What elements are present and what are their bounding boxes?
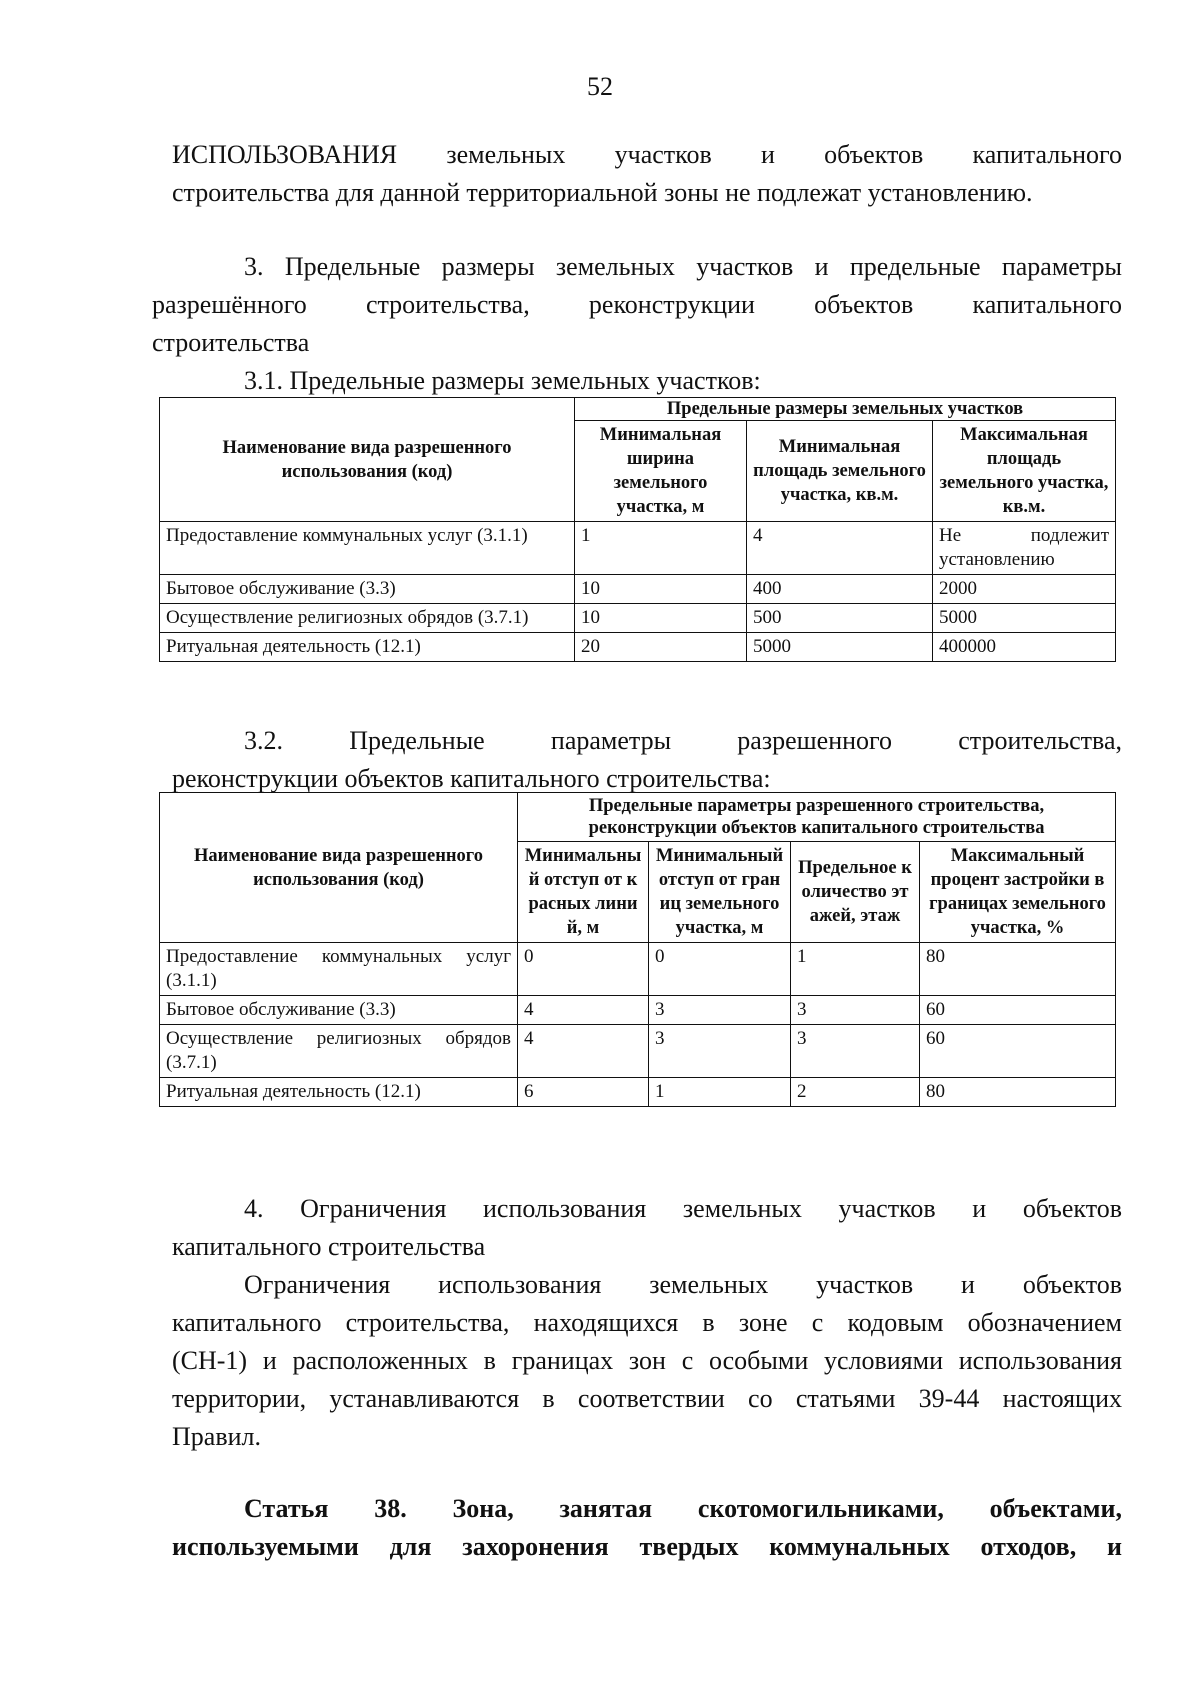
column-header: Минимальный отступ от границ земельного участка, м — [649, 842, 791, 943]
table-cell: 5000 — [747, 633, 933, 662]
table-cell: 400000 — [933, 633, 1116, 662]
table-cell: 10 — [575, 575, 747, 604]
table-row — [160, 996, 1116, 1025]
intro-paragraph — [172, 136, 1122, 212]
subsection-3-1-label: 3.1. Предельные размеры земельных участков: — [244, 366, 761, 395]
column-header: Минимальная площадь земельного участка, кв.м. — [747, 421, 933, 522]
subsection-3-2-line: 3.2. Предельные параметры разрешенного строительства, — [244, 726, 1122, 755]
table-cell: 3 — [649, 996, 791, 1025]
table-cell: Не подлежит установлению — [933, 522, 1116, 575]
section-3-heading-line: разрешённого строительства, реконструкции объектов капитального — [152, 290, 1122, 319]
use-type-name: Бытовое обслуживание (3.3) — [160, 996, 518, 1025]
column-header-name: Наименование вида разрешенного использования (код) — [160, 398, 575, 522]
table-cell: 10 — [575, 604, 747, 633]
column-header: Предельное количество этажей, этаж — [791, 842, 920, 943]
column-header: Минимальная ширина земельного участка, м — [575, 421, 747, 522]
table-cell: 20 — [575, 633, 747, 662]
section-4 — [172, 1190, 1122, 1456]
subsection-3-2-title — [172, 722, 1122, 798]
table-cell: 0 — [649, 943, 791, 996]
table-row — [160, 522, 1116, 575]
table-cell: 1 — [791, 943, 920, 996]
section-3-heading — [152, 248, 1122, 362]
intro-line: строительства для данной территориальной зоны не подлежат установлению. — [172, 178, 1033, 207]
table-cell: 1 — [649, 1078, 791, 1107]
table-cell: 3 — [791, 1025, 920, 1078]
table-cell: 80 — [920, 1078, 1116, 1107]
table-cell: 4 — [747, 522, 933, 575]
article-38-heading-line: Статья 38. Зона, занятая скотомогильниками, объектами, — [244, 1494, 1122, 1523]
section-4-paragraph-line: Правил. — [172, 1422, 261, 1451]
use-type-name: Ритуальная деятельность (12.1) — [160, 633, 575, 662]
section-4-paragraph-line: (СН-1) и расположенных в границах зон с особыми условиями использования — [172, 1346, 1122, 1375]
use-type-name: Осуществление религиозных обрядов (3.7.1) — [160, 1025, 518, 1078]
table-cell: 3 — [649, 1025, 791, 1078]
section-3-heading-line: 3. Предельные размеры земельных участков и предельные параметры — [244, 252, 1122, 281]
table-cell: 4 — [518, 996, 649, 1025]
use-type-name: Предоставление коммунальных услуг (3.1.1) — [160, 522, 575, 575]
group-header: Предельные параметры разрешенного строительства, реконструкции объектов капитального строительства — [518, 793, 1116, 842]
article-38-heading — [172, 1490, 1122, 1566]
table-cell: 6 — [518, 1078, 649, 1107]
article-38-heading-line: используемыми для захоронения твердых коммунальных отходов, и — [172, 1532, 1122, 1561]
column-header: Минимальный отступ от красных линий, м — [518, 842, 649, 943]
column-header: Максимальный процент застройки в границах земельного участка, % — [920, 842, 1116, 943]
table-cell: 2000 — [933, 575, 1116, 604]
table-cell: 4 — [518, 1025, 649, 1078]
table-row — [160, 1078, 1116, 1107]
table-row — [160, 943, 1116, 996]
table-cell: 1 — [575, 522, 747, 575]
group-header: Предельные размеры земельных участков — [575, 398, 1116, 421]
table-row — [160, 1025, 1116, 1078]
table-cell: 500 — [747, 604, 933, 633]
use-type-name: Бытовое обслуживание (3.3) — [160, 575, 575, 604]
table-header-row — [160, 398, 1116, 421]
section-4-paragraph-line: территории, устанавливаются в соответствии со статьями 39-44 настоящих — [172, 1384, 1122, 1413]
table-cell: 3 — [791, 996, 920, 1025]
table-cell: 400 — [747, 575, 933, 604]
use-type-name: Предоставление коммунальных услуг (3.1.1) — [160, 943, 518, 996]
section-4-heading-line: капитального строительства — [172, 1232, 486, 1261]
land-plot-sizes-table — [159, 397, 1116, 662]
intro-line: ИСПОЛЬЗОВАНИЯ земельных участков и объектов капитального — [172, 140, 1122, 169]
subsection-3-1-title — [244, 362, 1044, 400]
table-cell: 5000 — [933, 604, 1116, 633]
column-header-name: Наименование вида разрешенного использования (код) — [160, 793, 518, 943]
table-row — [160, 575, 1116, 604]
construction-parameters-table — [159, 792, 1116, 1107]
table-row — [160, 604, 1116, 633]
use-type-name: Ритуальная деятельность (12.1) — [160, 1078, 518, 1107]
table-cell: 2 — [791, 1078, 920, 1107]
table-row — [160, 633, 1116, 662]
use-type-name: Осуществление религиозных обрядов (3.7.1) — [160, 604, 575, 633]
table-cell: 60 — [920, 1025, 1116, 1078]
table-cell: 60 — [920, 996, 1116, 1025]
table-cell: 80 — [920, 943, 1116, 996]
section-4-heading-line: 4. Ограничения использования земельных участков и объектов — [244, 1194, 1122, 1223]
table-header-row — [160, 793, 1116, 842]
table-cell: 0 — [518, 943, 649, 996]
section-4-paragraph-line: Ограничения использования земельных участков и объектов — [244, 1270, 1122, 1299]
section-3-heading-line: строительства — [152, 328, 310, 357]
subsection-3-2-line: реконструкции объектов капитального строительства: — [172, 764, 771, 793]
column-header: Максимальная площадь земельного участка, кв.м. — [933, 421, 1116, 522]
section-4-paragraph-line: капитального строительства, находящихся в зоне с кодовым обозначением — [172, 1308, 1122, 1337]
page-number: 52 — [587, 72, 613, 101]
